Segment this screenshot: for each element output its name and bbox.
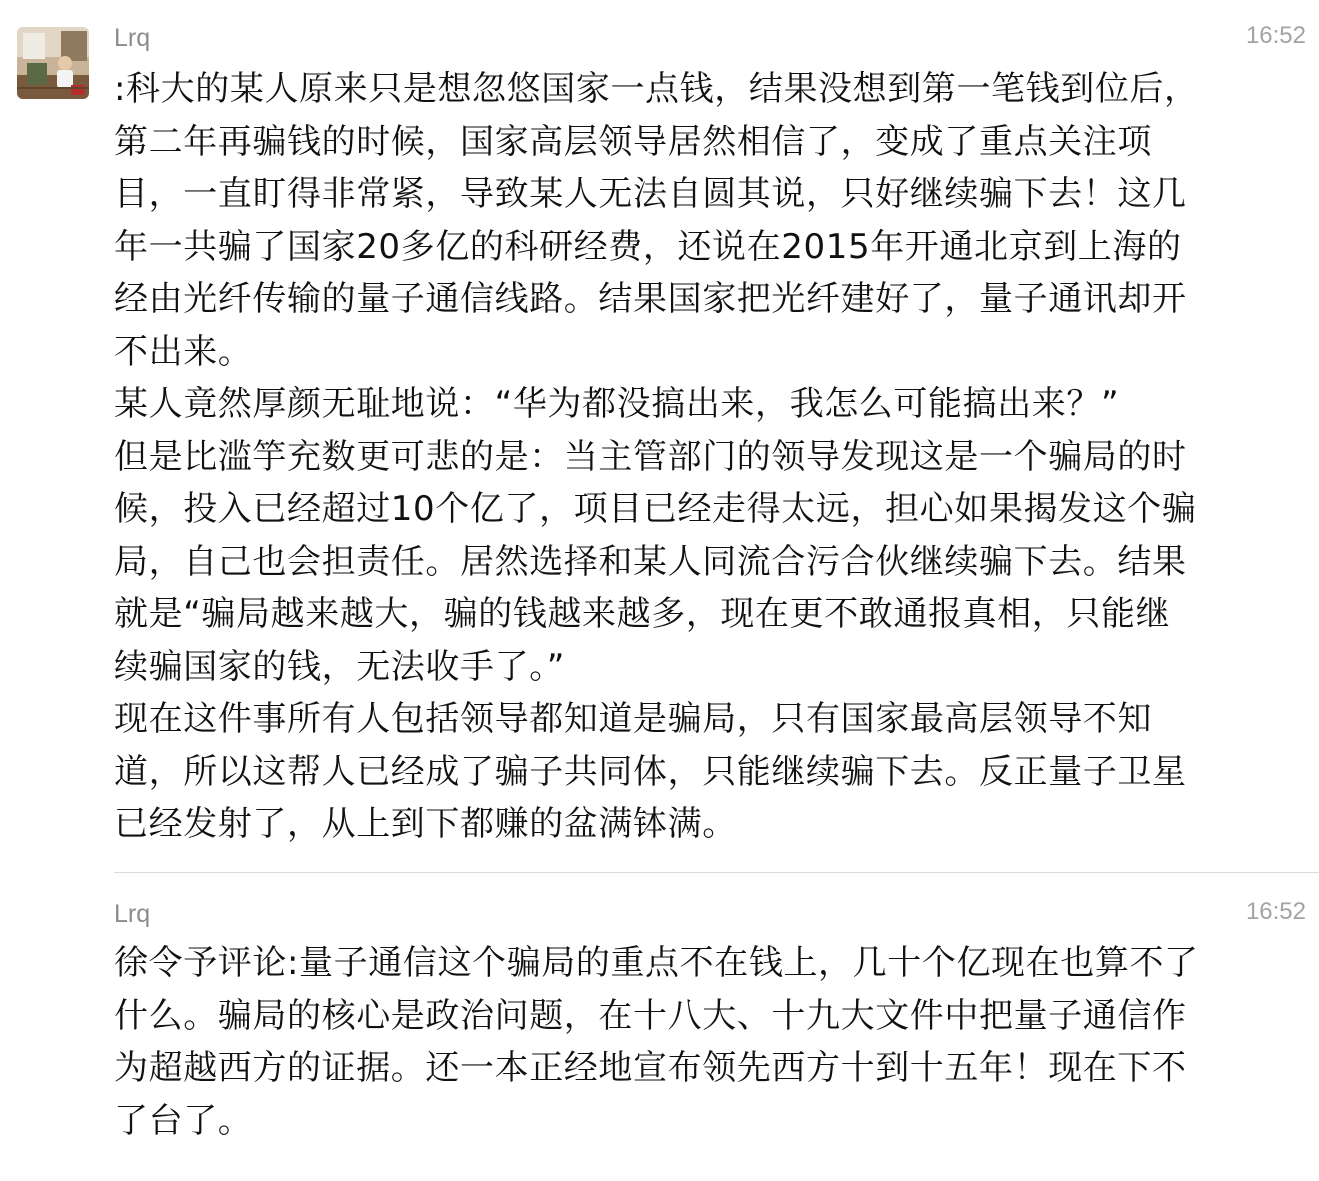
sender-name: Lrq [114,900,151,928]
message-text: :科大的某人原来只是想忽悠国家一点钱，结果没想到第一笔钱到位后， 第二年再骗钱的时候，国家高层领导居然相信了，变成了重点关注项 目，一直盯得非常紧，导致某人无法自圆其说，只好继续骗下去！这几 年一共骗了国家20多亿的科研经费，还说在2015年开通北京到上海的 经由光纤传输的量子通信线路。结果国家把光纤建好了，量子通讯却开 不出来。 某人竟然厚颜无耻地说：“华为都没搞出来，我怎么可能搞出来？” 但是比滥竽充数更可悲的是：当主管部门的领导发现这是一个骗局的时 候，投入已经超过10个亿了，项目已经走得太远，担心如果揭发这个骗 局，自己也会担责任。居然选择和某人同流合污合伙继续骗下去。结果 就是“骗局越来越大，骗的钱越来越多，现在更不敢通报真相，只能继 续骗国家的钱，无法收手了。” 现在这件事所有人包括领导都知道是骗局，只有国家最高层领导不知 道，所以这帮人已经成了骗子共同体，只能继续骗下去。反正量子卫星 已经发射了，从上到下都赚的盆满钵满。 [114,69,1199,844]
avatar[interactable] [17,27,89,99]
message-item[interactable] [0,872,1319,1181]
message-time: 16:52 [1245,22,1306,49]
message-text: 徐令予评论:量子通信这个骗局的重点不在钱上，几十个亿现在也算不了 什么。骗局的核心是政治问题，在十八大、十九大文件中把量子通信作 为超越西方的证据。还一本正经地宣布领先西方十到十五年！现在下不 了台了。 [114,943,1199,1141]
sender-name: Lrq [114,24,151,52]
message-time: 16:52 [1245,898,1306,925]
avatar-photo-icon [17,27,89,99]
